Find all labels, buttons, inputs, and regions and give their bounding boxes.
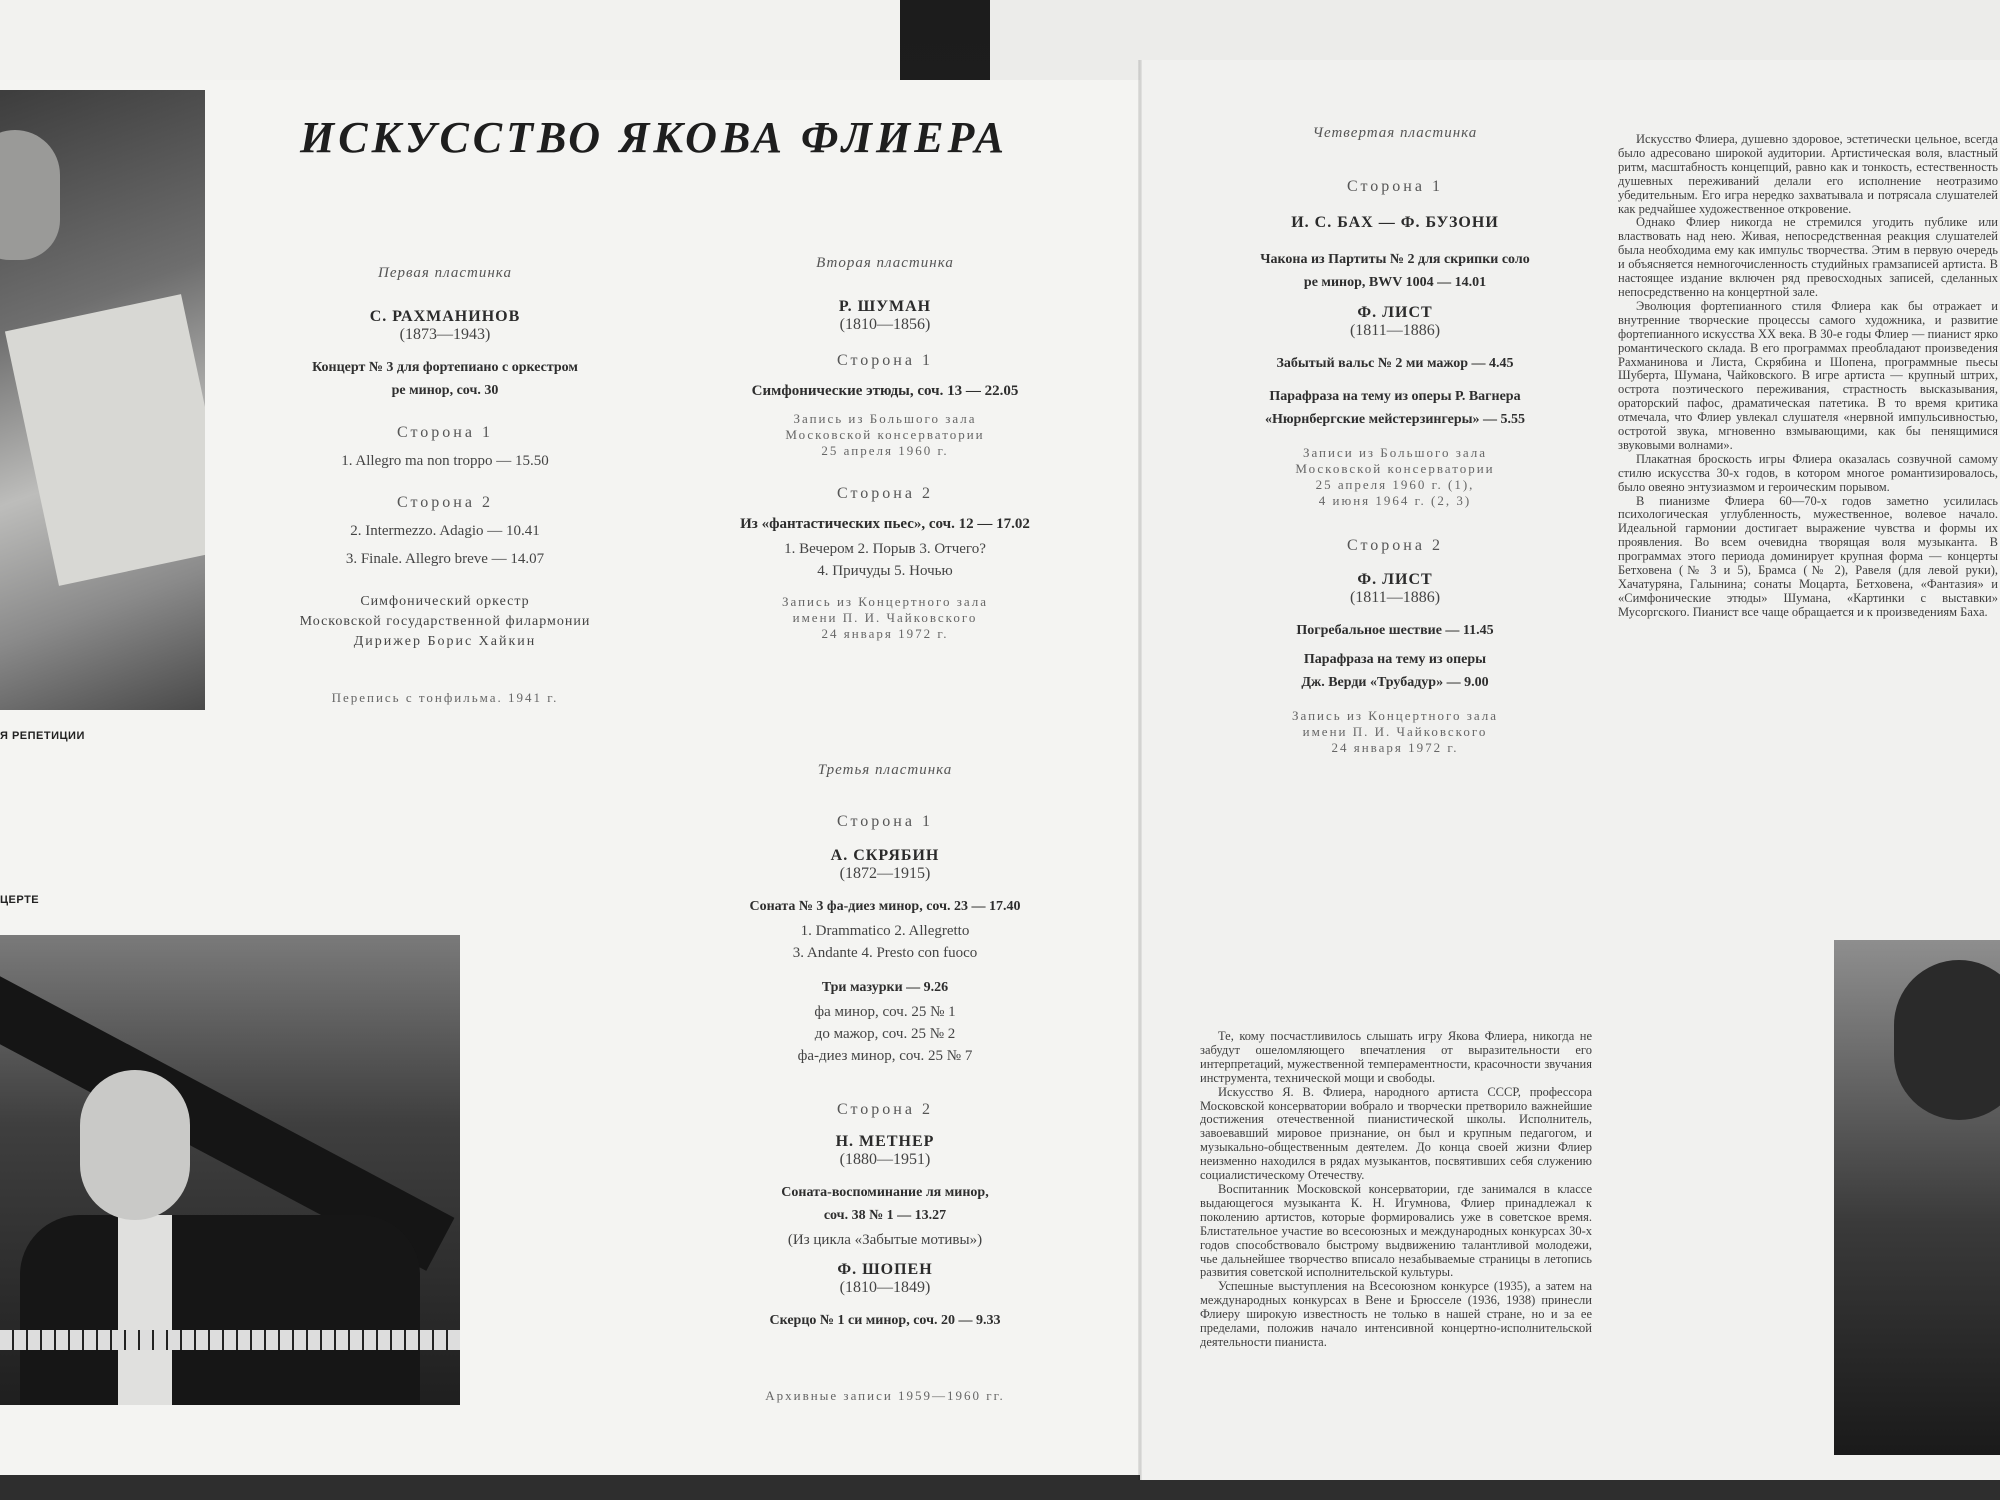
record1-conductor: Дирижер Борис Хайкин	[353, 634, 537, 649]
record4-work2: Забытый вальс № 2 ми мажор — 4.45	[1276, 356, 1514, 371]
photo-pianist-face	[80, 1070, 190, 1220]
record3-composer3: Ф. ШОПЕН	[837, 1261, 933, 1278]
record4-block	[1200, 125, 1590, 756]
page-title: ИСКУССТВО ЯКОВА ФЛИЕРА	[300, 113, 1008, 162]
record4-work1: ре минор, BWV 1004 — 14.01	[1303, 275, 1487, 290]
record1-side2-item: 3. Finale. Allegro breve — 14.07	[345, 551, 545, 567]
record1-side2-item: 2. Intermezzo. Adagio — 10.41	[350, 523, 540, 539]
record2-side2-label: Сторона 2	[837, 485, 933, 502]
record2-years: (1810—1856)	[839, 316, 931, 333]
essay-top-paragraph: Плакатная броскость игры Флиера оказалась созвучной самому стилю искусства 30-х годов, в котором многое романтизировалось, было овеяно энтузиазмом и героическим порывом.	[1618, 451, 1998, 494]
record3-side2-label: Сторона 2	[837, 1101, 933, 1118]
photo-pianist-at-piano	[0, 935, 460, 1405]
record2-side1-work: Симфонические этюды, соч. 13 — 22.05	[751, 383, 1019, 399]
record3-work1: Соната № 3 фа-диез минор, соч. 23 — 17.40	[749, 899, 1021, 914]
record4-side2-note: имени П. И. Чайковского	[1302, 724, 1488, 739]
record1-side1-item: 1. Allegro ma non troppo — 15.50	[341, 453, 549, 469]
record4-side1-label: Сторона 1	[1347, 178, 1443, 195]
record2-side2-mvt: 1. Вечером 2. Порыв 3. Отчего?	[784, 541, 986, 557]
record4-side2-note: 24 января 1972 г.	[1331, 740, 1459, 755]
photo-pianist-body	[20, 1215, 420, 1405]
record3-work4: Скерцо № 1 си минор, соч. 20 — 9.33	[769, 1313, 1001, 1328]
record1-note: Перепись с тонфильма. 1941 г.	[331, 690, 559, 705]
record3-work1-mvt: 1. Drammatico 2. Allegretto	[800, 923, 970, 939]
record2-side2-note: имени П. И. Чайковского	[792, 610, 978, 625]
record3-work2-item: до мажор, соч. 25 № 2	[814, 1026, 956, 1042]
record4-side2-note: Запись из Концертного зала	[1291, 708, 1499, 723]
caption-concert: ЦЕРТЕ	[0, 894, 40, 906]
record4-composer1: И. С. БАХ — Ф. БУЗОНИ	[1291, 214, 1499, 231]
record1-orchestra: Московской государственной филармонии	[299, 614, 591, 629]
record1-block	[250, 265, 640, 706]
record2-side1-label: Сторона 1	[837, 352, 933, 369]
record2-side2-note: 24 января 1972 г.	[821, 626, 949, 641]
record4-work1: Чакона из Партиты № 2 для скрипки соло	[1260, 252, 1530, 267]
essay-top-paragraph: Однако Флиер никогда не стремился угодить публике или властвовать над нею. Живая, непосредственная реакция слушателей была необходима ему как импульс творчества. Этим в первую очередь и объясняется немногочисленность студийных грамзаписей артиста. В настоящее издание включен ряд превосходных записей, сделанных непосредственно на концертной зале.	[1618, 215, 1998, 299]
photo-right-head	[1894, 960, 2000, 1120]
record1-work-line1: Концерт № 3 для фортепиано с оркестром	[312, 360, 578, 375]
record1-side1-label: Сторона 1	[397, 424, 493, 441]
record4-label: Четвертая пластинка	[1312, 125, 1478, 141]
record3-work2-item: фа-диез минор, соч. 25 № 7	[797, 1048, 973, 1064]
essay-top-paragraph: Искусство Флиера, душевно здоровое, эстетически цельное, всегда было адресовано широкой аудитории. Артистическая воля, властный ритм, масштабность концепций, равно как и тонкость, естественность душевных переживаний делали его исполнение неотразимо убедительным. Его игра нередко захватывала и потрясала слушателей как редчайшее художественное откровение.	[1618, 133, 1998, 216]
essay-top-paragraph: В пианизме Флиера 60—70-х годов заметно усилилась психологическая углубленность, мужественное, волевое начало. Идеальной гармонии достигает выражение чувства и формы их проявления. Во всем очевидна творящая воля музыканта. В программах этого периода доминирует крупная форма — концерты Бетховена (№ 3 и 5), Брамса (№ 2), Равеля (для левой руки), Хачатуряна, Галынина; сонаты Моцарта, Бетховена, «Фантазия» и «Симфонические этюды» Шумана, «Картинки с выставки» Мусоргского. Пианист все чаще обращается и к произведениям Баха.	[1618, 493, 1998, 619]
record1-work-line2: ре минор, соч. 30	[391, 383, 499, 398]
record3-side1-label: Сторона 1	[837, 813, 933, 830]
record2-block	[690, 255, 1080, 642]
record4-work4: Погребальное шествие — 11.45	[1296, 623, 1494, 638]
background-sheet-left	[0, 0, 900, 90]
record4-side2-label: Сторона 2	[1347, 537, 1443, 554]
record3-block	[690, 762, 1080, 1404]
record2-side2-mvt: 4. Причуды 5. Ночью	[817, 563, 953, 579]
record3-note: Архивные записи 1959—1960 гг.	[765, 1388, 1005, 1403]
essay-bottom	[1200, 1030, 1592, 1460]
photo-score-sheet	[5, 294, 205, 586]
record2-label: Вторая пластинка	[816, 255, 954, 271]
record3-work2-item: фа минор, соч. 25 № 1	[814, 1004, 956, 1020]
record4-composer3: Ф. ЛИСТ	[1357, 571, 1433, 588]
photo-head	[0, 130, 60, 260]
essay-bottom-paragraph: Искусство Я. В. Флиера, народного артиста СССР, профессора Московской консерватории вобрало и творчески претворило важнейшие достижения отечественной пианистической школы. Исполнитель, завоевавший мировое признание, он был и крупным педагогом, и музыкально-общественным деятелем. До конца своей жизни Флиер неизменно находился в рядах музыкантов, посвятивших себя служению социалистическому Отечеству.	[1200, 1084, 1592, 1183]
record4-side1-note: 4 июня 1964 г. (2, 3)	[1318, 493, 1472, 508]
record3-work3: соч. 38 № 1 — 13.27	[823, 1208, 947, 1223]
record4-work3: «Нюрнбергские мейстерзингеры» — 5.55	[1264, 412, 1526, 427]
record3-years2: (1880—1951)	[839, 1151, 931, 1168]
page-fold	[1138, 60, 1142, 1480]
essay-top	[1618, 133, 1998, 818]
record4-work3: Парафраза на тему из оперы Р. Вагнера	[1269, 389, 1521, 404]
record2-side1-note: 25 апреля 1960 г.	[821, 443, 949, 458]
photo-rehearsal	[0, 90, 205, 710]
record4-work5: Парафраза на тему из оперы	[1303, 652, 1487, 667]
record3-composer2: Н. МЕТНЕР	[835, 1133, 935, 1150]
record4-side1-note: Московской консерватории	[1295, 461, 1495, 476]
record1-label: Первая пластинка	[378, 265, 512, 281]
record1-years: (1873—1943)	[399, 326, 491, 343]
record3-years1: (1872—1915)	[839, 865, 931, 882]
record2-side1-note: Московской консерватории	[785, 427, 985, 442]
record1-side2-label: Сторона 2	[397, 494, 493, 511]
record3-composer1: А. СКРЯБИН	[830, 847, 940, 864]
essay-bottom-paragraph: Успешные выступления на Всесоюзном конкурсе (1935), а затем на международных конкурсах в Вене и Брюсселе (1936, 1938) принесли Флиеру широкую известность не только в нашей стране, но и за ее пределами, положив начало интенсивной концертно-исполнительской деятельности пианиста.	[1200, 1279, 1592, 1349]
essay-top-paragraph: Эволюция фортепианного стиля Флиера как бы отражает и внутренние творческие процессы самого художника, и развитие фортепианного искусства XX века. В 30-е годы Флиер — пианист ярко романтического склада. В его программах преобладают произведения Рахманинова и Листа, Скрябина и Шопена, программные пьесы Шуберта, Шумана, Чайковского. В игре артиста — крупный штрих, острота поэтического переживания, страстность высказывания, ораторский пафос, драматическая патетика. В то время критика отмечала, что Флиер увлекал слушателя «нервной импульсивностью, остротой звука, мгновенно взмывающими, как бы пенящимися звуковыми волнами».	[1618, 298, 1998, 452]
photo-pianist-shirt	[118, 1215, 172, 1405]
photo-piano-keys	[0, 1330, 460, 1350]
record4-years3: (1811—1886)	[1349, 589, 1441, 606]
essay-bottom-paragraph: Воспитанник Московской консерватории, где занимался в классе выдающегося музыканта К. Н. Игумнова, Флиер принадлежал к поколению артистов, которые формировались уже в советское время. Блистательное участие во всесоюзных и международных конкурсах 30-х годов способствовало быстрому выдвижению талантливой молодежи, чье дальнейшее творчество вписало незабываемые страницы в летопись развития советской исполнительской культуры.	[1200, 1181, 1592, 1280]
record4-composer2: Ф. ЛИСТ	[1357, 304, 1433, 321]
record2-side1-note: Запись из Большого зала	[793, 411, 977, 426]
record3-work2: Три мазурки — 9.26	[821, 980, 949, 995]
record3-years3: (1810—1849)	[839, 1279, 931, 1296]
record1-orchestra: Симфонический оркестр	[360, 594, 530, 609]
record3-work3: Соната-воспоминание ля минор,	[781, 1185, 989, 1200]
photo-right-edge	[1834, 940, 2000, 1455]
record2-composer: Р. ШУМАН	[838, 298, 932, 315]
record2-side2-note: Запись из Концертного зала	[781, 594, 989, 609]
record3-label: Третья пластинка	[817, 762, 953, 778]
caption-rehearsal: Я РЕПЕТИЦИИ	[0, 730, 85, 742]
record4-years2: (1811—1886)	[1349, 322, 1441, 339]
record2-side2-work: Из «фантастических пьес», соч. 12 — 17.02	[740, 516, 1030, 532]
record3-work3-cycle: (Из цикла «Забытые мотивы»)	[787, 1232, 983, 1248]
record4-side1-note: Записи из Большого зала	[1302, 445, 1488, 460]
record4-work5: Дж. Верди «Трубадур» — 9.00	[1301, 675, 1489, 690]
record4-side1-note: 25 апреля 1960 г. (1),	[1315, 477, 1475, 492]
record3-work1-mvt: 3. Andante 4. Presto con fuoco	[792, 945, 978, 961]
essay-bottom-paragraph: Те, кому посчастливилось слышать игру Якова Флиера, никогда не забудут ошеломляющего впечатления от выразительности его интерпретаций, мужественной темпераментности, красочности звучания инструмента, технической мощи и свободы.	[1200, 1030, 1592, 1085]
record1-composer: С. РАХМАНИНОВ	[369, 308, 521, 325]
